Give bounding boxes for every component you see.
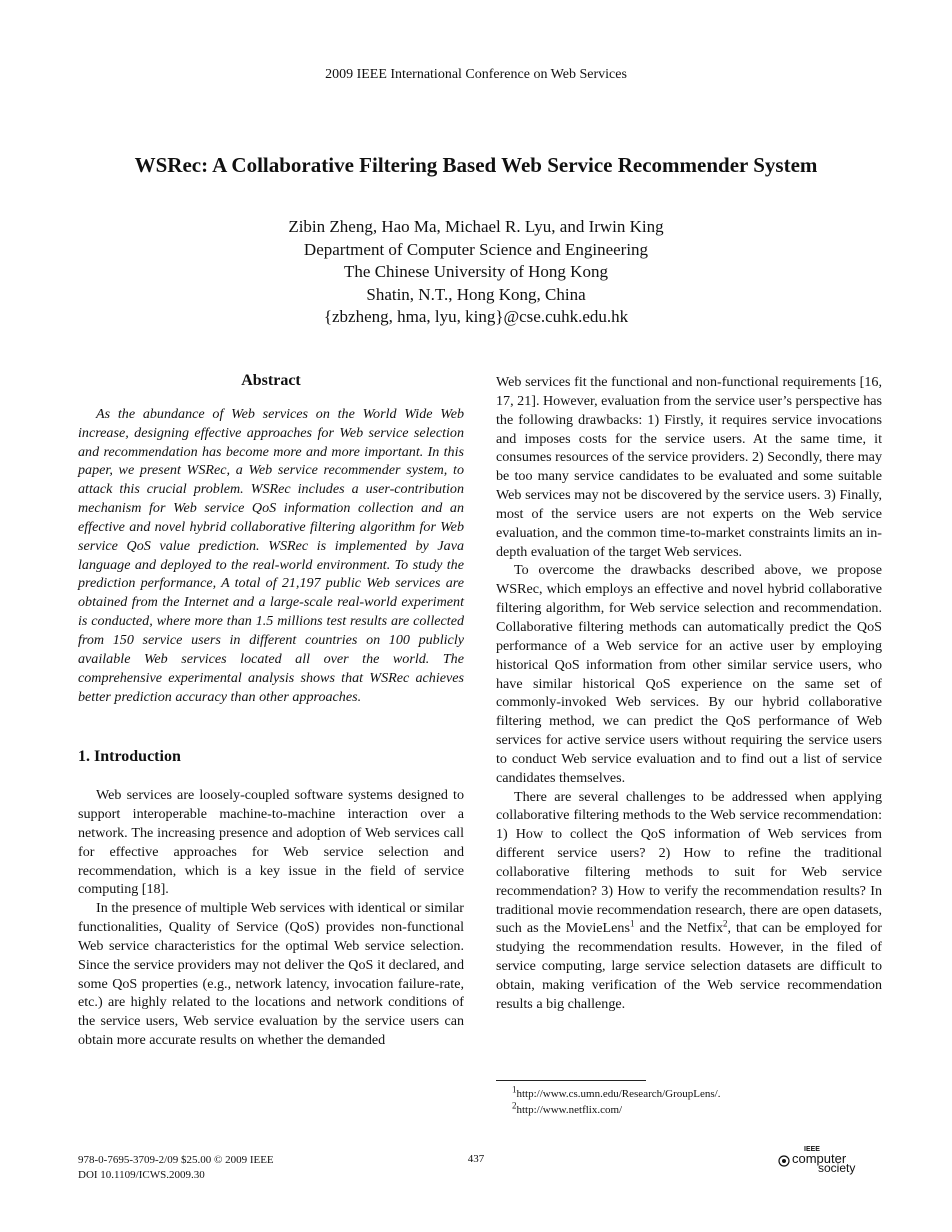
- footnote-divider: [496, 1080, 646, 1081]
- footer-doi: DOI 10.1109/ICWS.2009.30: [78, 1169, 205, 1181]
- intro-paragraph-4-part-b: and the Netfix: [634, 920, 723, 937]
- author-names: Zibin Zheng, Hao Ma, Michael R. Lyu, and Irwin King: [288, 217, 664, 236]
- footnote-link[interactable]: http://www.cs.umn.edu/Research/GroupLens/.: [516, 1088, 721, 1100]
- intro-paragraph-4-part-c: , that can be employed for studying the recommendation results. However, in the filed of service computing, large service selection datasets are difficult to obtain, making verification of the Web service recommendation results a big challenge.: [496, 920, 882, 1012]
- footer-isbn: 978-0-7695-3709-2/09 $25.00 © 2009 IEEE: [78, 1154, 274, 1166]
- intro-paragraph-3: To overcome the drawbacks described above, we propose WSRec, which employs an effective and novel hybrid collaborative filtering algorithm, for Web service selection and recommendation. Collaborative filtering methods can automatically predict the QoS performance of a Web service for an active user by employing historical QoS information from other similar service users, who have similar historical QoS experience on the same set of commonly-invoked Web services. By our hybrid collaborative filtering method, we can predict the QoS performance of Web services for active service users without requiring the service users to conduct Web service evaluation and to find out a list of service candidates themselves.: [496, 562, 882, 786]
- society-emblem-icon: [778, 1155, 790, 1167]
- footnote-2: [512, 1102, 720, 1118]
- abstract-text: As the abundance of Web services on the World Wide Web increase, designing effective approaches for Web service selection and recommendation has become more and more important. In this paper, we present WSRec, a Web service recommender system, to attack this crucial problem. WSRec includes a user-contribution mechanism for Web service QoS information collection and an effective and novel hybrid collaborative filtering algorithm for Web service QoS value prediction. WSRec is implemented by Java language and deployed to the real-world environment. To study the prediction performance, A total of 21,197 public Web services are obtained from the Internet and a large-scale real-world experiment is conducted, where more than 1.5 millions test results are collected from 150 service users in different countries on 100 publicly available Web services located all over the world. The comprehensive experimental analysis shows that WSRec achieves better prediction accuracy than other approaches.: [78, 405, 464, 705]
- intro-paragraph-2-continued: Web services fit the functional and non-functional requirements [16, 17, 21]. However, evaluation from the service user’s perspective has the following drawbacks: 1) Firstly, it requires service invocations and imposes costs for the service users. At the same time, it consumes resources of the service providers. 2) Secondly, there may be too many service candidates to be evaluated and some suitable Web services may not be discovered by the service users. 3) Finally, most of the service users are not experts on the Web service evaluation, and the common time-to-market constraints limits an in-depth evaluation of the target Web services.: [496, 374, 882, 560]
- author-block: [0, 216, 952, 329]
- author-university: The Chinese University of Hong Kong: [344, 262, 608, 281]
- intro-paragraph-1: Web services are loosely-coupled software systems designed to support interoperable machine-to-machine interaction over a network. The increasing presence and adoption of Web services call for effective approaches for Web service selection and recommendation, which is a key issue in the field of service computing [18].: [78, 787, 464, 898]
- right-column: [496, 373, 882, 1014]
- footnote-link[interactable]: http://www.netflix.com/: [516, 1104, 623, 1116]
- abstract-heading: Abstract: [241, 372, 301, 389]
- author-email: {zbzheng, hma, lyu, king}@cse.cuhk.edu.hk: [323, 307, 629, 326]
- logo-ieee-text: IEEE: [804, 1146, 820, 1153]
- footnote-mark: 2: [512, 1100, 517, 1111]
- logo-society-text: society: [818, 1161, 856, 1175]
- footnote-ref-2: 2: [723, 918, 728, 929]
- introduction-heading: 1. Introduction: [78, 748, 181, 766]
- footnote-1: [512, 1086, 720, 1102]
- conference-header: 2009 IEEE International Conference on Web Services: [325, 67, 627, 82]
- footnote-ref-1: 1: [629, 918, 635, 929]
- left-column: [78, 372, 464, 1050]
- author-department: Department of Computer Science and Engineering: [303, 239, 649, 259]
- footnote-mark: 1: [512, 1084, 517, 1095]
- computer-society-logo: [778, 1146, 858, 1178]
- intro-paragraph-4-part-a: There are several challenges to be addressed when applying collaborative filtering methods to the Web service recommendation: 1) How to collect the QoS information of Web services from different service users? 2) How to refine the traditional collaborative filtering methods to suit for Web service recommendation? 3) How to verify the recommendation results? In traditional movie recommendation research, there are open datasets, such as the MovieLens: [496, 788, 882, 937]
- page-number: 437: [467, 1153, 485, 1165]
- intro-paragraph-2: In the presence of multiple Web services with identical or similar functionalities, Quality of Service (QoS) provides non-functional Web service characteristics for the optimal Web service selection. Since the service providers may not deliver the QoS it declared, and some QoS properties (e.g., network latency, invocation failure-rate, etc.) are highly related to the locations and network conditions of the service users, Web service evaluation by the service users can obtain more accurate results on whether the demanded: [78, 900, 464, 1049]
- intro-paragraph-4: [496, 788, 882, 1014]
- author-location: Shatin, N.T., Hong Kong, China: [366, 284, 586, 304]
- logo-computer-text: computer: [792, 1151, 847, 1166]
- footnotes: [512, 1086, 720, 1118]
- paper-title: WSRec: A Collaborative Filtering Based Web Service Recommender System: [134, 153, 818, 177]
